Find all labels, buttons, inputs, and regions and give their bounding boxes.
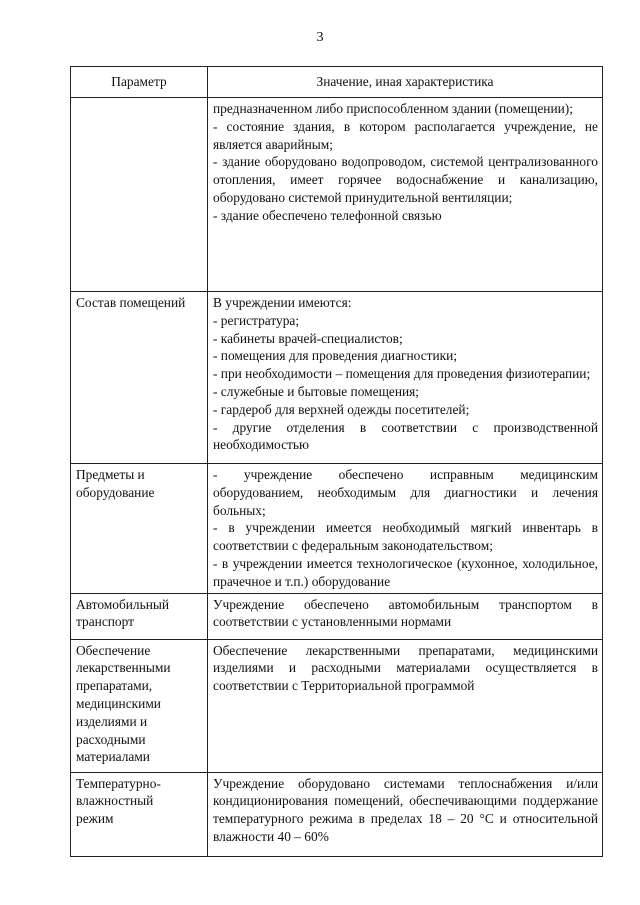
parameter-text: расходными bbox=[76, 731, 146, 747]
value-text: - гардероб для верхней одежды посетителей; bbox=[213, 401, 470, 417]
value-cell bbox=[208, 464, 603, 594]
parameter-cell bbox=[71, 464, 208, 594]
value-cell bbox=[208, 772, 603, 856]
value-text: - помещения для проведения диагностики; bbox=[213, 348, 458, 364]
table-row bbox=[71, 639, 603, 772]
parameter-text: Автомобильный bbox=[76, 596, 170, 612]
value-text: Учреждение оборудовано системами теплоснабжения и/или кондиционирования помещений, обеспечивающими поддержание температурного режима в пределах 18 – 20 °С и относительной влажности 40 – 60% bbox=[213, 775, 598, 844]
parameter-text: материалами bbox=[76, 749, 150, 765]
parameter-text: Температурно- bbox=[76, 775, 161, 791]
page-number: 3 bbox=[316, 30, 324, 45]
value-text: предназначенном либо приспособленном здании (помещении); bbox=[213, 101, 573, 116]
parameter-cell bbox=[71, 292, 208, 464]
column-header-parameter: Параметр bbox=[71, 67, 208, 98]
value-text: - в учреждении имеется технологическое (кухонное, холодильное, прачечное и т.п.) оборудование bbox=[213, 555, 598, 589]
value-text: - учреждение обеспечено исправным медицинским оборудованием, необходимым для диагностики и лечения больных; bbox=[213, 467, 598, 518]
value-text: - состояние здания, в котором располагается учреждение, не является аварийным; bbox=[213, 118, 598, 152]
value-text: - здание обеспечено телефонной связью bbox=[213, 207, 442, 223]
parameter-text: оборудование bbox=[76, 484, 155, 500]
value-text: Обеспечение лекарственными препаратами, медицинскими изделиями и расходными материалами осуществляется в соответствии с Территориальной программой bbox=[213, 642, 598, 694]
parameter-cell bbox=[71, 593, 208, 639]
value-text: - в учреждении имеется необходимый мягкий инвентарь в соответствии с федеральным законодательством; bbox=[213, 520, 598, 554]
value-text: - здание оборудовано водопроводом, системой централизованного отопления, имеет горячее водоснабжение и канализацию, оборудовано системой принудительной вентиляции; bbox=[213, 154, 598, 205]
value-text: В учреждении имеются: bbox=[213, 295, 352, 310]
table-row bbox=[71, 98, 603, 292]
column-header-value: Значение, иная характеристика bbox=[208, 67, 603, 98]
parameter-text: Состав помещений bbox=[76, 295, 186, 310]
value-text: - регистратура; bbox=[213, 312, 300, 328]
parameter-text: изделиями и bbox=[76, 713, 148, 729]
parameter-text: режим bbox=[76, 811, 114, 827]
parameter-text: препаратами, bbox=[76, 678, 153, 694]
table-row bbox=[71, 593, 603, 639]
parameter-text: Обеспечение bbox=[76, 642, 151, 658]
value-cell bbox=[208, 639, 603, 772]
table-row bbox=[71, 292, 603, 464]
parameter-text: медицинскими bbox=[76, 695, 161, 711]
value-cell bbox=[208, 292, 603, 464]
parameter-text: лекарственными bbox=[76, 660, 171, 676]
value-text: - кабинеты врачей-специалистов; bbox=[213, 330, 403, 346]
parameter-text: Предметы и bbox=[76, 467, 145, 482]
parameter-cell bbox=[71, 98, 208, 292]
parameter-cell bbox=[71, 772, 208, 856]
table-row bbox=[71, 464, 603, 594]
parameter-text: влажностный bbox=[76, 793, 154, 809]
value-cell bbox=[208, 593, 603, 639]
value-cell bbox=[208, 98, 603, 292]
value-text: - при необходимости – помещения для проведения физиотерапии; bbox=[213, 366, 591, 382]
parameter-text: транспорт bbox=[76, 614, 134, 630]
value-text: - другие отделения в соответствии с производственной необходимостью bbox=[213, 419, 598, 453]
table-header-row bbox=[71, 67, 603, 98]
value-text: - служебные и бытовые помещения; bbox=[213, 383, 420, 399]
parameters-table bbox=[70, 66, 603, 857]
table-row bbox=[71, 772, 603, 856]
value-text: Учреждение обеспечено автомобильным транспортом в соответствии с установленными нормами bbox=[213, 596, 598, 630]
parameter-cell bbox=[71, 639, 208, 772]
